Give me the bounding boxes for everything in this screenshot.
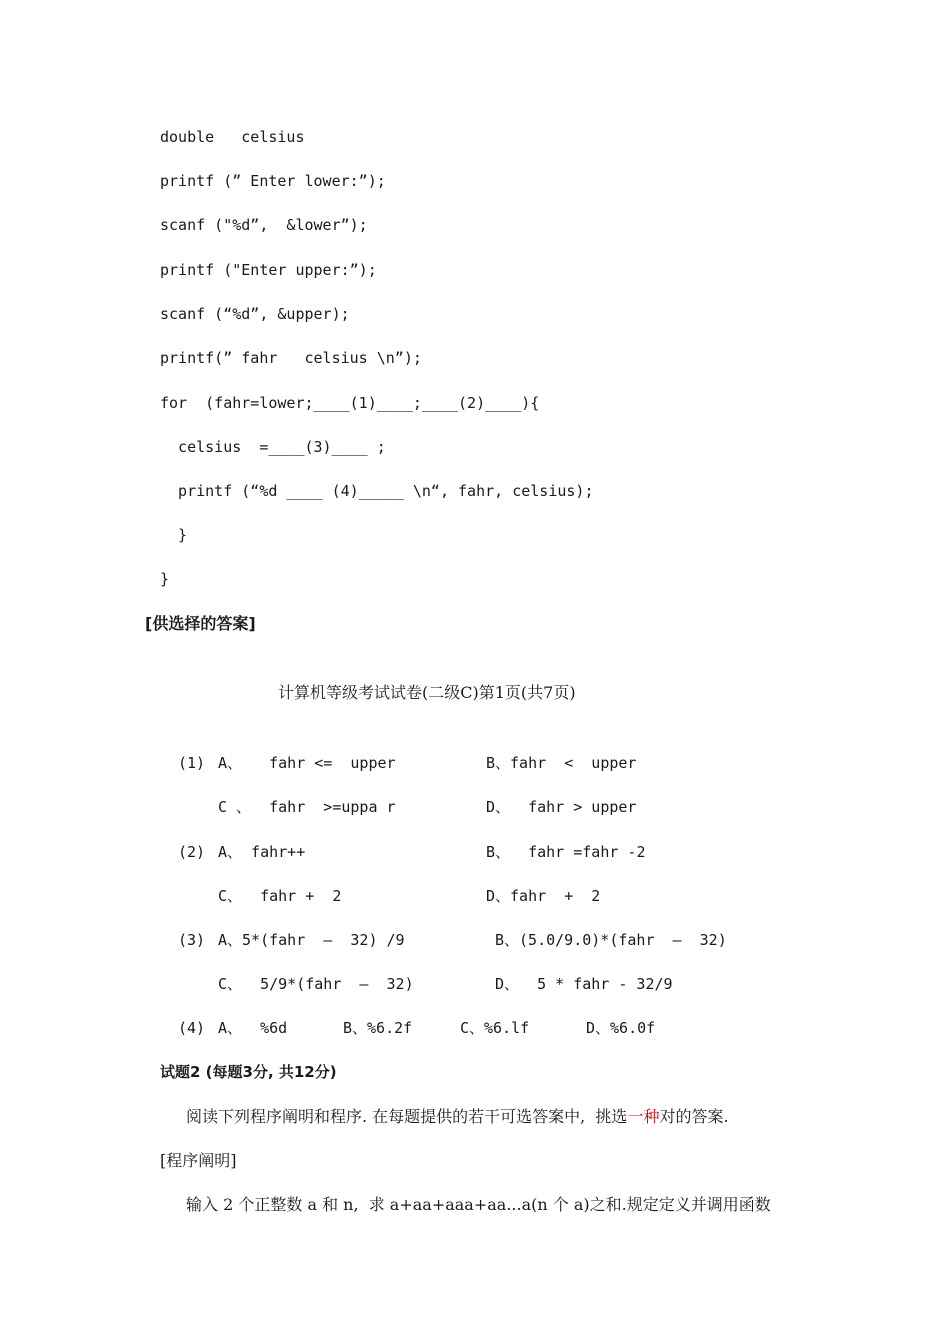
option-b: B、(5.0/9.0)*(fahr – 32)	[495, 931, 727, 949]
question-number: (2)	[178, 843, 206, 861]
code-line: double celsius	[160, 128, 305, 146]
code-line: }	[160, 526, 188, 544]
code-line: printf (“%d ____ (4)_____ \n“, fahr, celsius);	[160, 482, 594, 500]
option-b: B、 fahr =fahr -2	[486, 843, 646, 861]
option-c: C、 fahr + 2	[218, 887, 342, 905]
note-heading: [程序阐明]	[160, 1151, 237, 1170]
option-a: A、 fahr <= upper	[218, 754, 396, 772]
code-line: scanf ("%d”, &lower”);	[160, 216, 368, 234]
page-footer: 计算机等级考试试卷(二级C)第1页(共7页)	[278, 683, 576, 702]
option-d: D、 fahr > upper	[486, 798, 637, 816]
code-line: for (fahr=lower;____(1)____;____(2)____){	[160, 394, 540, 412]
option-b: B、%6.2f	[343, 1019, 413, 1037]
option-a: A、 fahr++	[218, 843, 306, 861]
option-b: B、fahr < upper	[486, 754, 637, 772]
option-d: D、%6.0f	[586, 1019, 656, 1037]
question-number: (1)	[178, 754, 206, 772]
option-c: C、 5/9*(fahr – 32)	[218, 975, 414, 993]
instruction-text	[186, 1107, 729, 1127]
code-line: celsius =____(3)____ ;	[160, 438, 386, 456]
code-line: scanf (“%d”, &upper);	[160, 305, 350, 323]
option-c: C、%6.lf	[460, 1019, 530, 1037]
section-title: 试题2 (每题3分, 共12分)	[160, 1063, 337, 1081]
code-line: printf(” fahr celsius \n”);	[160, 349, 422, 367]
instruction-pre: 阅读下列程序阐明和程序. 在每题提供的若干可选答案中, 挑选	[186, 1107, 628, 1126]
option-c: C 、 fahr >=uppa r	[218, 798, 396, 816]
answers-heading: [供选择的答案]	[145, 614, 256, 633]
instruction-post: 对的答案.	[659, 1107, 729, 1126]
option-a: A、 %6d	[218, 1019, 288, 1037]
instruction-highlight: 一种	[627, 1107, 660, 1126]
code-line: printf ("Enter upper:”);	[160, 261, 377, 279]
question-number: (3)	[178, 931, 206, 949]
option-d: D、 5 * fahr - 32/9	[495, 975, 673, 993]
question-number: (4)	[178, 1019, 206, 1037]
code-line: }	[160, 570, 170, 588]
code-line: printf (” Enter lower:”);	[160, 172, 386, 190]
description-text: 输入 2 个正整数 a 和 n, 求 a+aa+aaa+aa...a(n 个 a)之和.规定定义并调用函数	[186, 1195, 771, 1214]
option-a: A、5*(fahr – 32) /9	[218, 931, 405, 949]
option-d: D、fahr + 2	[486, 887, 601, 905]
